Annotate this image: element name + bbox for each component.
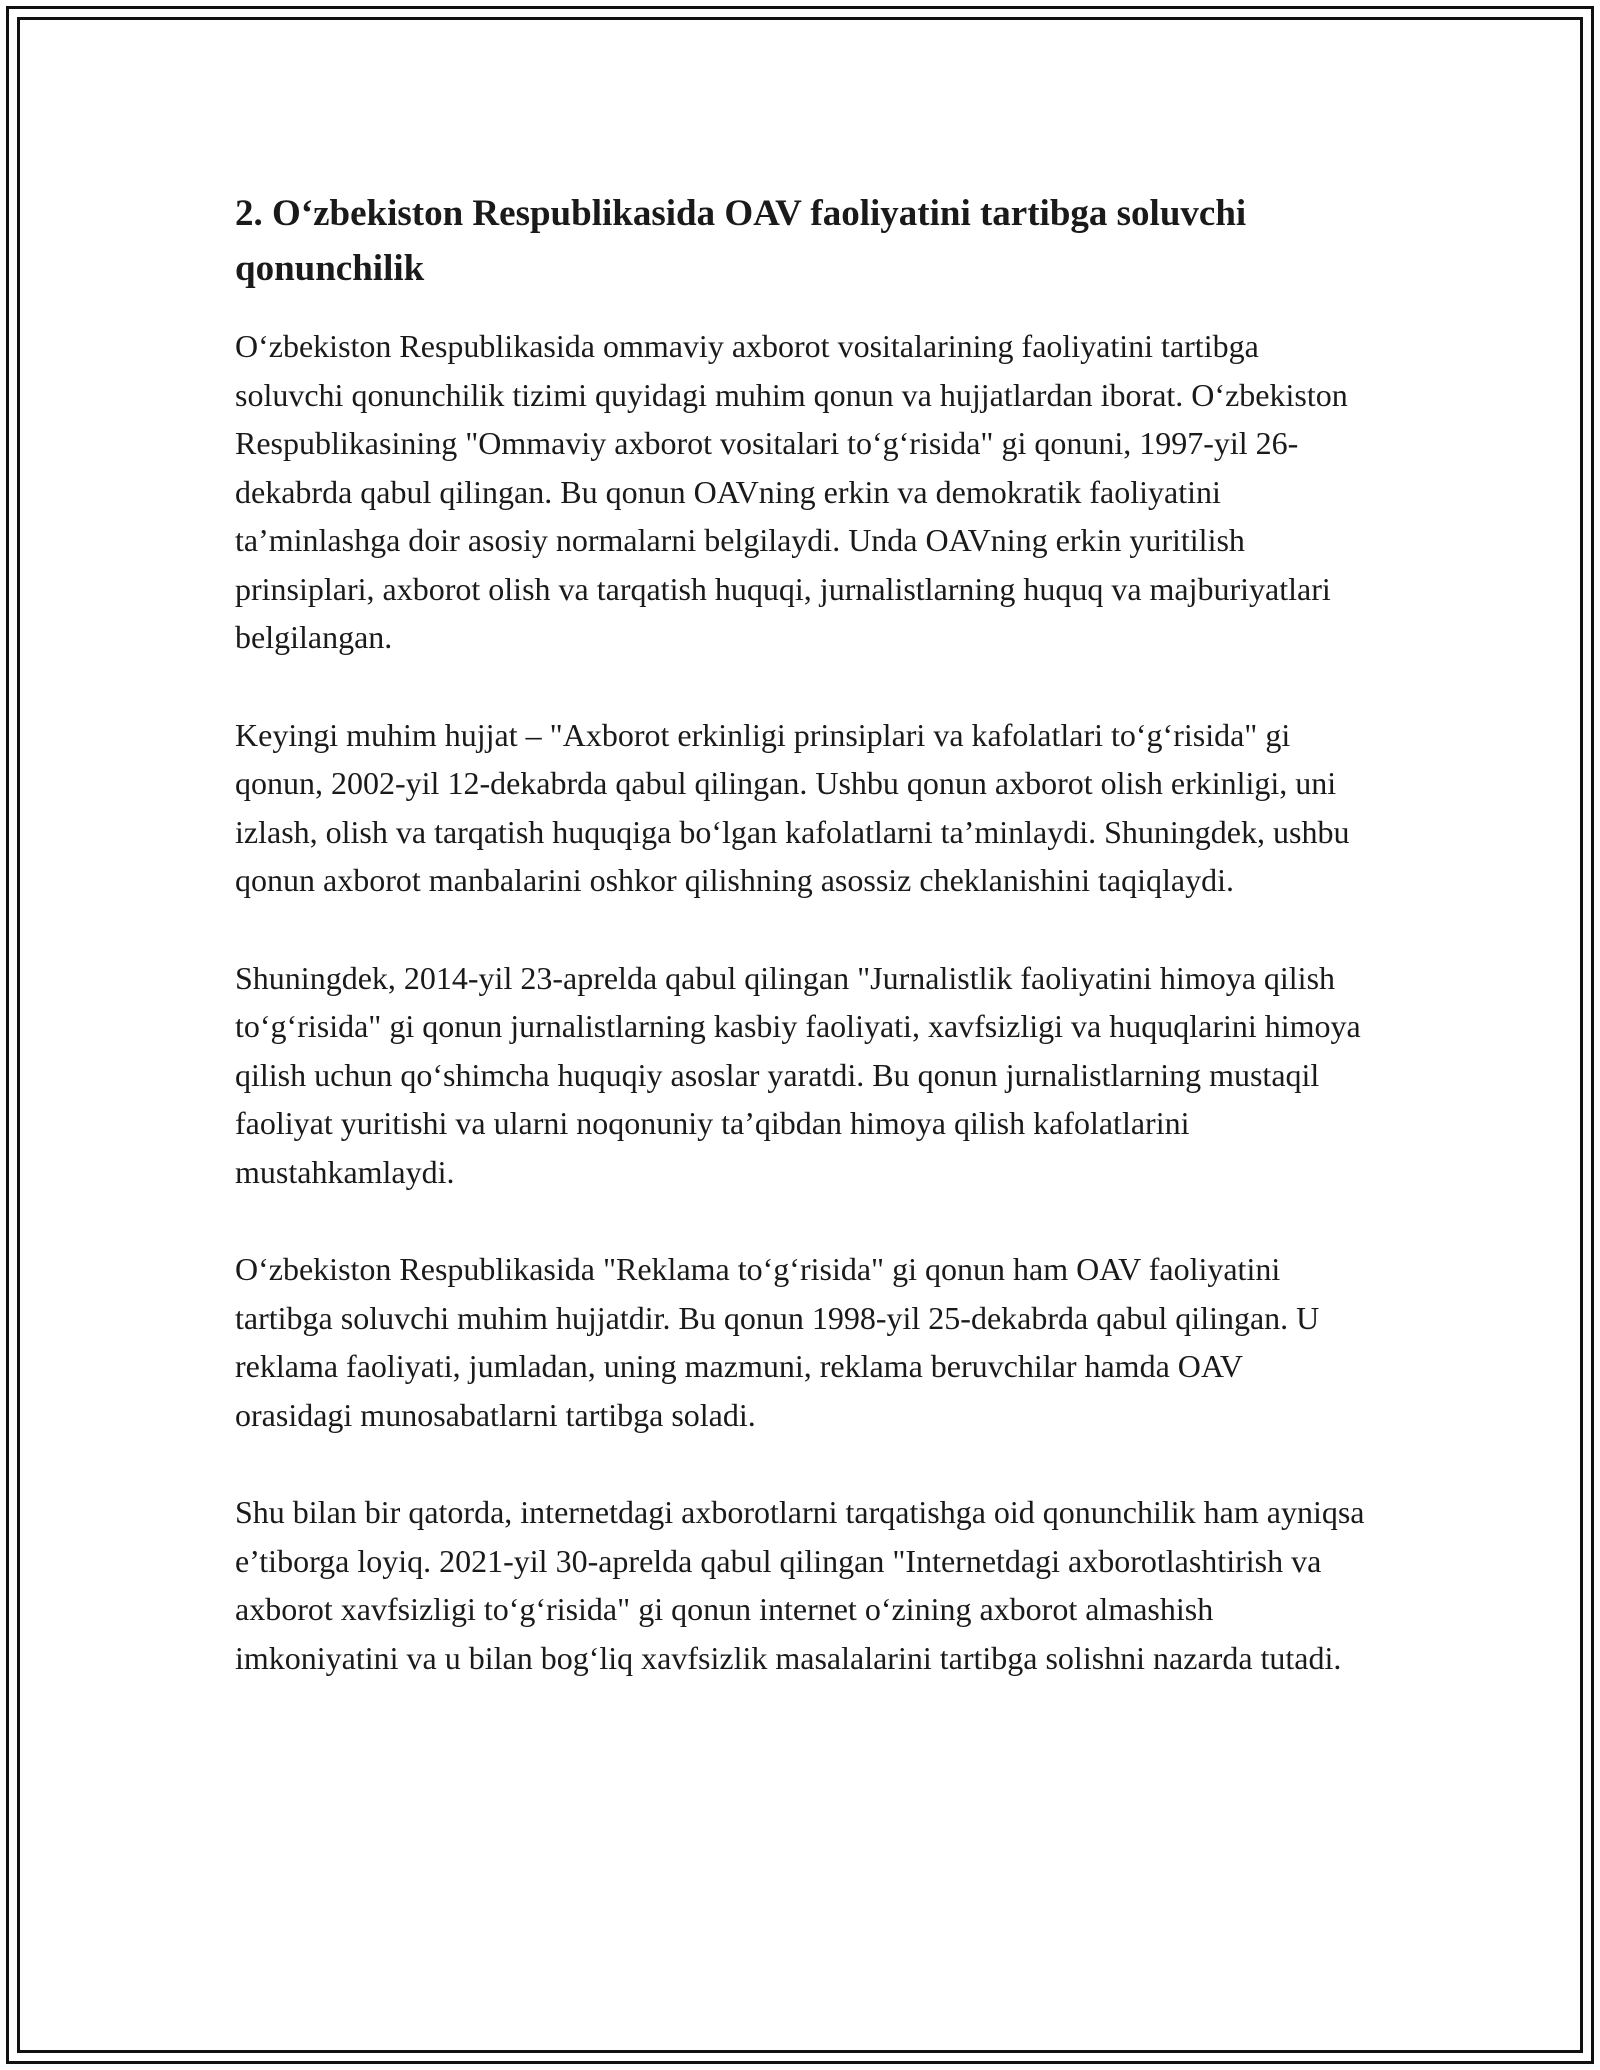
section-title: 2. O‘zbekiston Respublikasida OAV faoliyatini tartibga soluvchi qonunchilik [235, 193, 1247, 289]
paragraph-3: Shuningdek, 2014-yil 23-aprelda qabul qilingan "Jurnalistlik faoliyatini himoya qilish to‘g‘risida" gi qonun jurnalistlarning kasbiy faoliyati, xavfsizligi va huquqlarini himoya qilish uchun qo‘shimcha huquqiy asoslar yaratdi. Bu qonun jurnalistlarning mustaqil faoliyat yuritishi va ularni noqonuniy ta’qibdan himoya qilish kafolatlarini mustahkamlaydi. [235, 959, 1361, 1190]
paragraph-2: Keyingi muhim hujjat – "Axborot erkinligi prinsiplari va kafolatlari to‘g‘risida" gi qonun, 2002-yil 12-dekabrda qabul qilingan. Ushbu qonun axborot olish erkinligi, uni izlash, olish va tarqatish huquqiga bo‘lgan kafolatlarni ta’minlaydi. Shuningdek, ushbu qonun axborot manbalarini oshkor qilishning asossiz cheklanishini taqiqlaydi. [235, 716, 1350, 898]
paragraph-4: O‘zbekiston Respublikasida "Reklama to‘g‘risida" gi qonun ham OAV faoliyatini tartibga soluvchi muhim hujjatdir. Bu qonun 1998-yil 25-dekabrda qabul qilingan. U reklama faoliyati, jumladan, uning mazmuni, reklama beruvchilar hamda OAV orasidagi munosabatlarni tartibga soladi. [235, 1251, 1320, 1433]
document-body [235, 186, 1365, 1682]
paragraph-1: O‘zbekiston Respublikasida ommaviy axborot vositalarining faoliyatini tartibga soluvchi qonunchilik tizimi quyidagi muhim qonun va hujjatlardan iborat. O‘zbekiston Respublikasining "Ommaviy axborot vositalari to‘g‘risida" gi qonuni, 1997-yil 26-dekabrda qabul qilingan. Bu qonun OAVning erkin va demokratik faoliyatini ta’minlashga doir asosiy normalarni belgilaydi. Unda OAVning erkin yuritilish prinsiplari, axborot olish va tarqatish huquqi, jurnalistlarning huquq va majburiyatlari belgilangan. [235, 328, 1348, 655]
paragraph-5: Shu bilan bir qatorda, internetdagi axborotlarni tarqatishga oid qonunchilik ham ayniqsa e’tiborga loyiq. 2021-yil 30-aprelda qabul qilingan "Internetdagi axborotlashtirish va axborot xavfsizligi to‘g‘risida" gi qonun internet o‘zining axborot almashish imkoniyatini va u bilan bog‘liq xavfsizlik masalalarini tartibga solishni nazarda tutadi. [235, 1494, 1365, 1676]
